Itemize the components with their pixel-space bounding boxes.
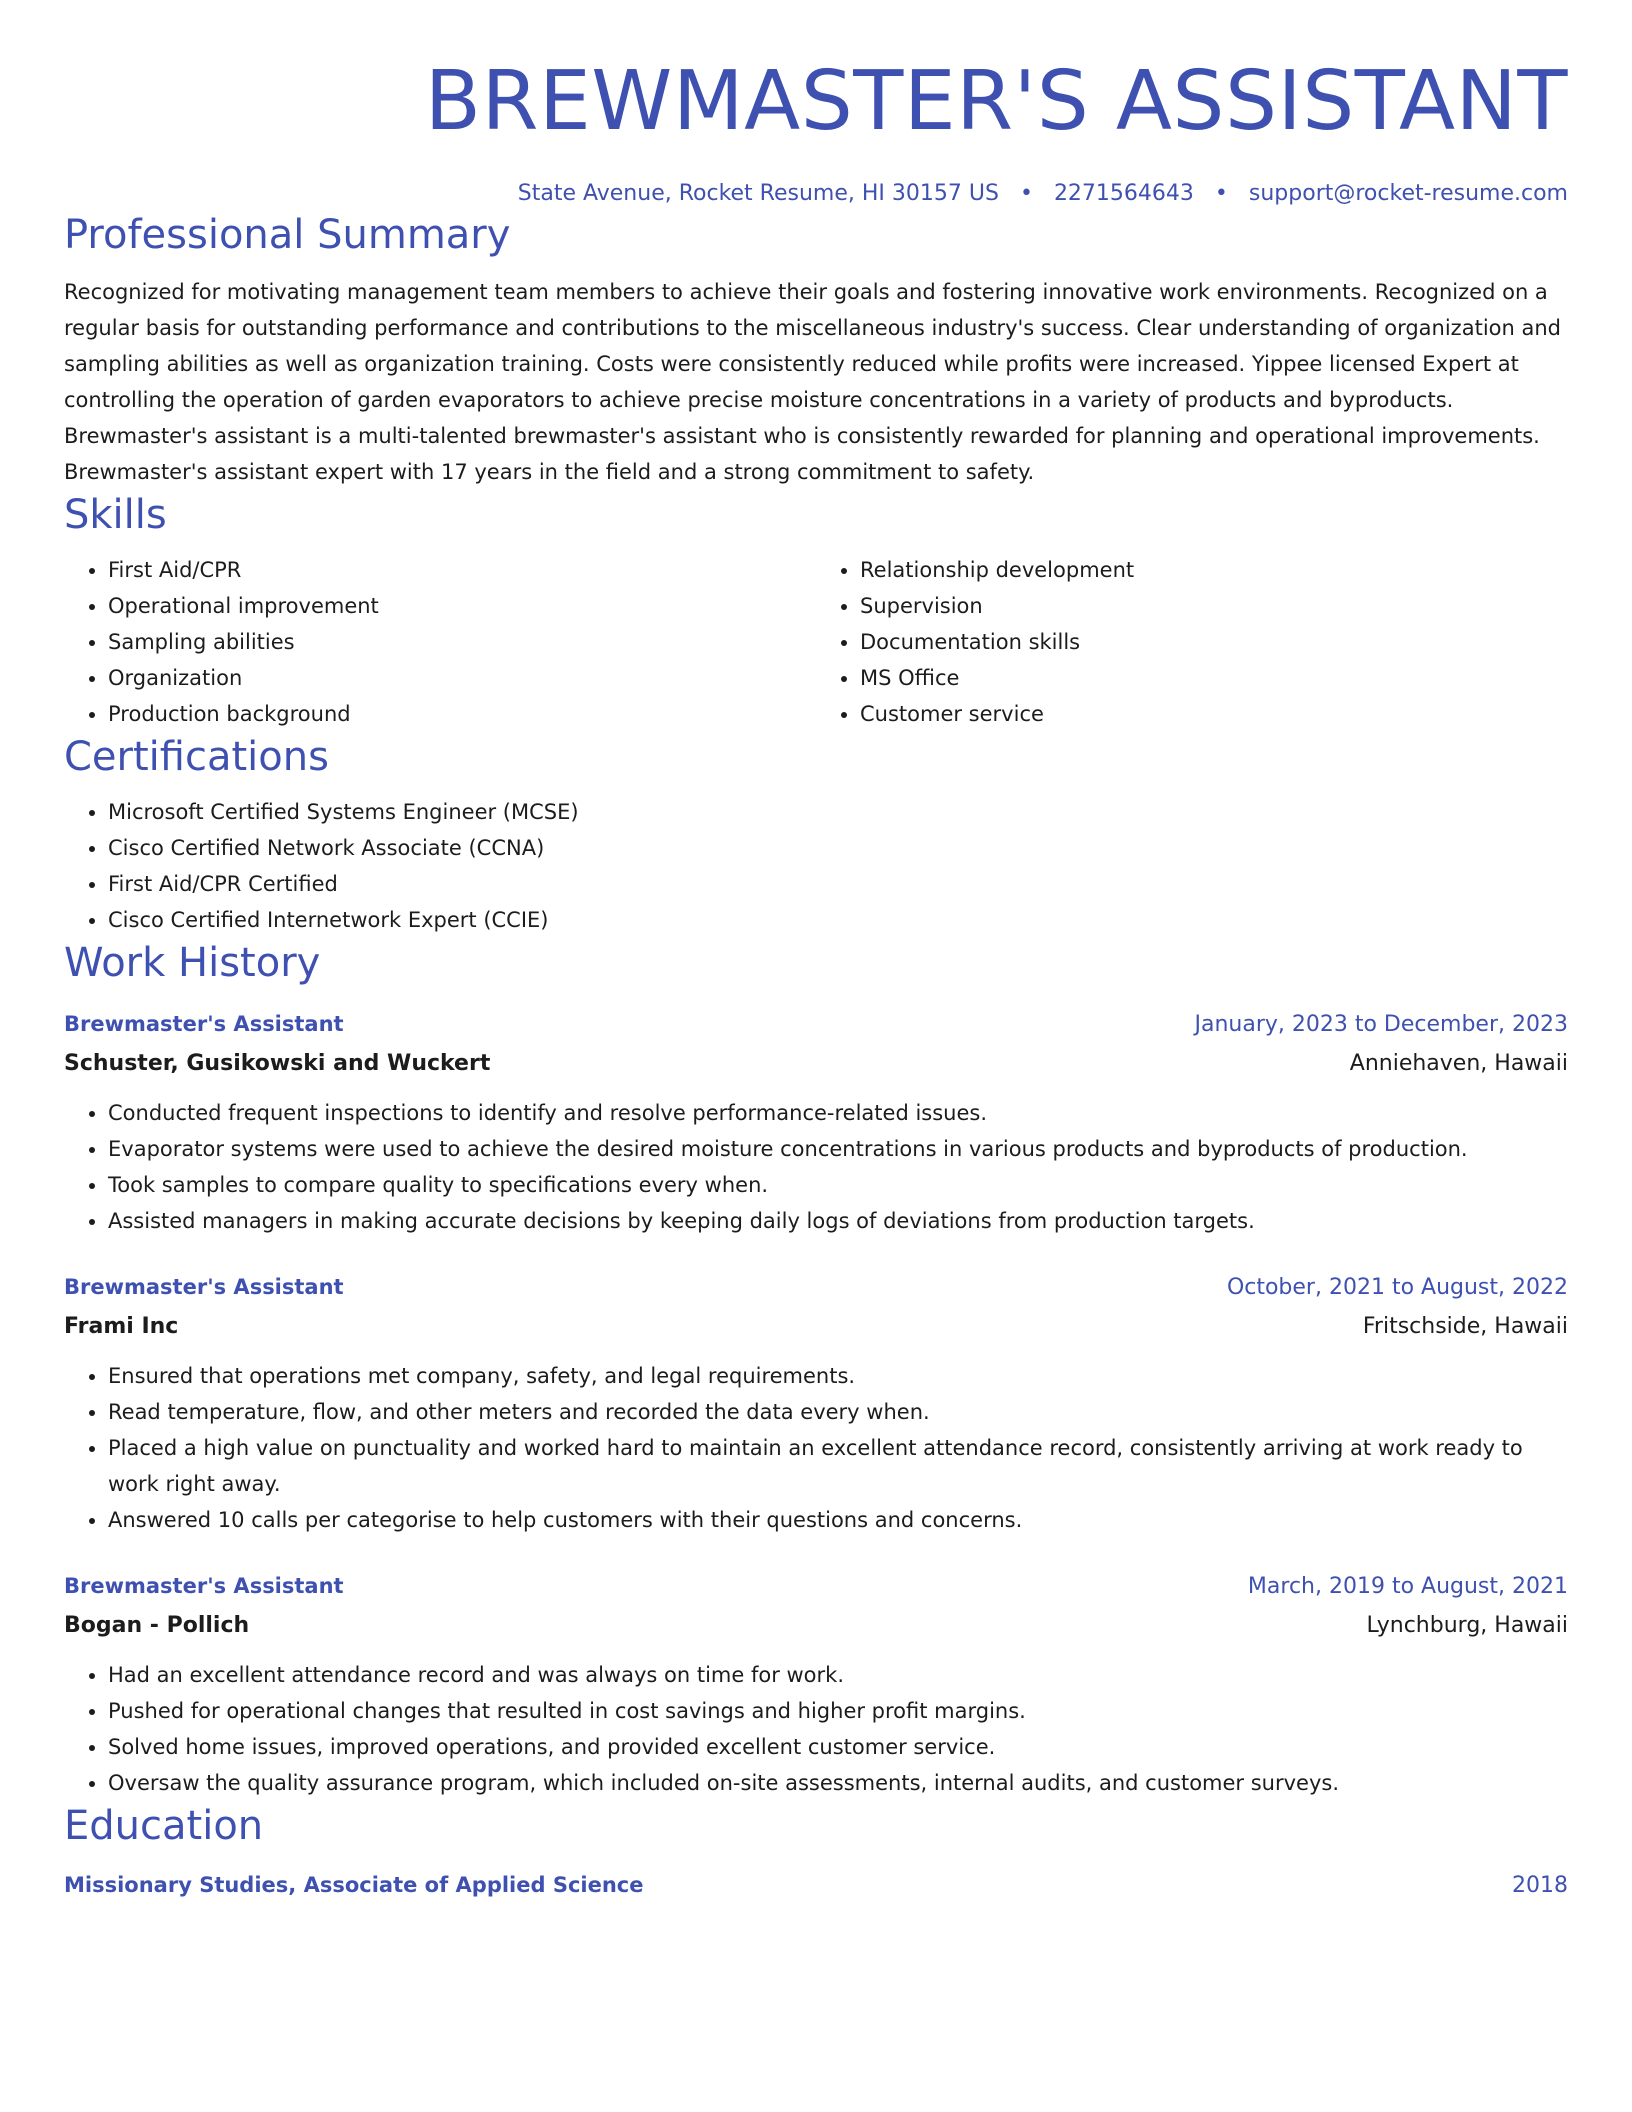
graduation-year: 2018 <box>1512 1873 1568 1898</box>
job-bullet: • Took samples to compare quality to specifications every when. <box>108 1167 1568 1203</box>
phone: 2271564643 <box>1053 181 1194 206</box>
contact-line <box>64 178 1568 210</box>
job-dates: October, 2021 to August, 2022 <box>1226 1275 1568 1300</box>
job-bullet: • Placed a high value on punctuality and worked hard to maintain an excellent attendance record, consistently arriving at work ready to work right away. <box>108 1430 1568 1502</box>
degree: Missionary Studies, Associate of Applied Science <box>64 1873 644 1897</box>
job-entry <box>64 1004 1568 1239</box>
company-name: Frami Inc <box>64 1314 179 1339</box>
job-bullet: • Conducted frequent inspections to identify and resolve performance-related issues. <box>108 1095 1568 1131</box>
job-location: Fritschside, Hawaii <box>1362 1314 1568 1339</box>
skill-item: • Operational improvement <box>108 588 816 624</box>
job-bullets <box>64 1657 1568 1801</box>
skills-list-right <box>816 552 1568 732</box>
job-dates: January, 2023 to December, 2023 <box>1194 1012 1568 1037</box>
address: State Avenue, Rocket Resume, HI 30157 US <box>517 181 999 206</box>
skill-item: • Organization <box>108 660 816 696</box>
skills-columns <box>64 552 1568 732</box>
job-header-row <box>64 1566 1568 1607</box>
skills-heading: Skills <box>64 492 167 538</box>
job-title: Brewmaster's Assistant <box>64 1574 344 1598</box>
job-header-row <box>64 1004 1568 1045</box>
job-bullet: • Assisted managers in making accurate decisions by keeping daily logs of deviations from production targets. <box>108 1203 1568 1239</box>
job-bullet: • Had an excellent attendance record and was always on time for work. <box>108 1657 1568 1693</box>
job-entry <box>64 1267 1568 1538</box>
contact-separator: • <box>1214 181 1228 206</box>
certifications-list <box>64 794 1568 938</box>
summary-text: Recognized for motivating management team members to achieve their goals and fostering innovative work environments. Recognized on a regular basis for outstanding performance and contributions to the miscellaneous industry's success. Clear understanding of organization and sampling abilities as well as organization training. Costs were consistently reduced while profits were increased. Yippee licensed Expert at controlling the operation of garden evaporators to achieve precise moisture concentrations in a variety of products and byproducts. Brewmaster's assistant is a multi-talented brewmaster's assistant who is consistently rewarded for planning and operational improvements. Brewmaster's assistant expert with 17 years in the field and a strong commitment to safety. <box>64 280 1561 484</box>
skill-item: • Sampling abilities <box>108 624 816 660</box>
skill-item: • First Aid/CPR <box>108 552 816 588</box>
skill-item: • Customer service <box>860 696 1568 732</box>
skill-item: • MS Office <box>860 660 1568 696</box>
skill-item: • Documentation skills <box>860 624 1568 660</box>
skill-item: • Supervision <box>860 588 1568 624</box>
job-entry <box>64 1566 1568 1801</box>
job-bullet: • Evaporator systems were used to achieve the desired moisture concentrations in various products and byproducts of production. <box>108 1131 1568 1167</box>
certification-item: • Microsoft Certified Systems Engineer (MCSE) <box>108 794 1568 830</box>
company-name: Bogan - Pollich <box>64 1613 250 1638</box>
certification-item: • Cisco Certified Network Associate (CCNA) <box>108 830 1568 866</box>
job-bullet: • Answered 10 calls per categorise to help customers with their questions and concerns. <box>108 1502 1568 1538</box>
resume-page <box>64 0 1568 1906</box>
work-history-heading: Work History <box>64 940 321 986</box>
job-bullet: • Solved home issues, improved operations, and provided excellent customer service. <box>108 1729 1568 1765</box>
summary-heading: Professional Summary <box>64 212 511 258</box>
job-bullets <box>64 1095 1568 1239</box>
job-bullet: • Oversaw the quality assurance program, which included on-site assessments, internal audits, and customer surveys. <box>108 1765 1568 1801</box>
skill-item: • Relationship development <box>860 552 1568 588</box>
job-header-row <box>64 1267 1568 1308</box>
job-company-row <box>64 1045 1568 1083</box>
skills-list-left <box>64 552 816 732</box>
job-bullets <box>64 1358 1568 1538</box>
job-company-row <box>64 1308 1568 1346</box>
job-location: Lynchburg, Hawaii <box>1366 1613 1568 1638</box>
certifications-heading: Certifications <box>64 734 329 780</box>
job-bullet: • Ensured that operations met company, safety, and legal requirements. <box>108 1358 1568 1394</box>
candidate-name: BREWMASTER'S ASSISTANT <box>424 54 1568 149</box>
job-title: Brewmaster's Assistant <box>64 1012 344 1036</box>
job-dates: March, 2019 to August, 2021 <box>1247 1574 1568 1599</box>
contact-separator: • <box>1019 181 1033 206</box>
education-heading: Education <box>64 1803 264 1849</box>
job-location: Anniehaven, Hawaii <box>1349 1051 1568 1076</box>
resume-header <box>64 0 1568 210</box>
education-entry <box>64 1865 1568 1906</box>
job-bullet: • Pushed for operational changes that resulted in cost savings and higher profit margins. <box>108 1693 1568 1729</box>
certification-item: • First Aid/CPR Certified <box>108 866 1568 902</box>
skill-item: • Production background <box>108 696 816 732</box>
certification-item: • Cisco Certified Internetwork Expert (CCIE) <box>108 902 1568 938</box>
job-bullet: • Read temperature, flow, and other meters and recorded the data every when. <box>108 1394 1568 1430</box>
job-title: Brewmaster's Assistant <box>64 1275 344 1299</box>
job-company-row <box>64 1607 1568 1645</box>
company-name: Schuster, Gusikowski and Wuckert <box>64 1051 491 1076</box>
email-link[interactable]: support@rocket-resume.com <box>1248 181 1568 206</box>
